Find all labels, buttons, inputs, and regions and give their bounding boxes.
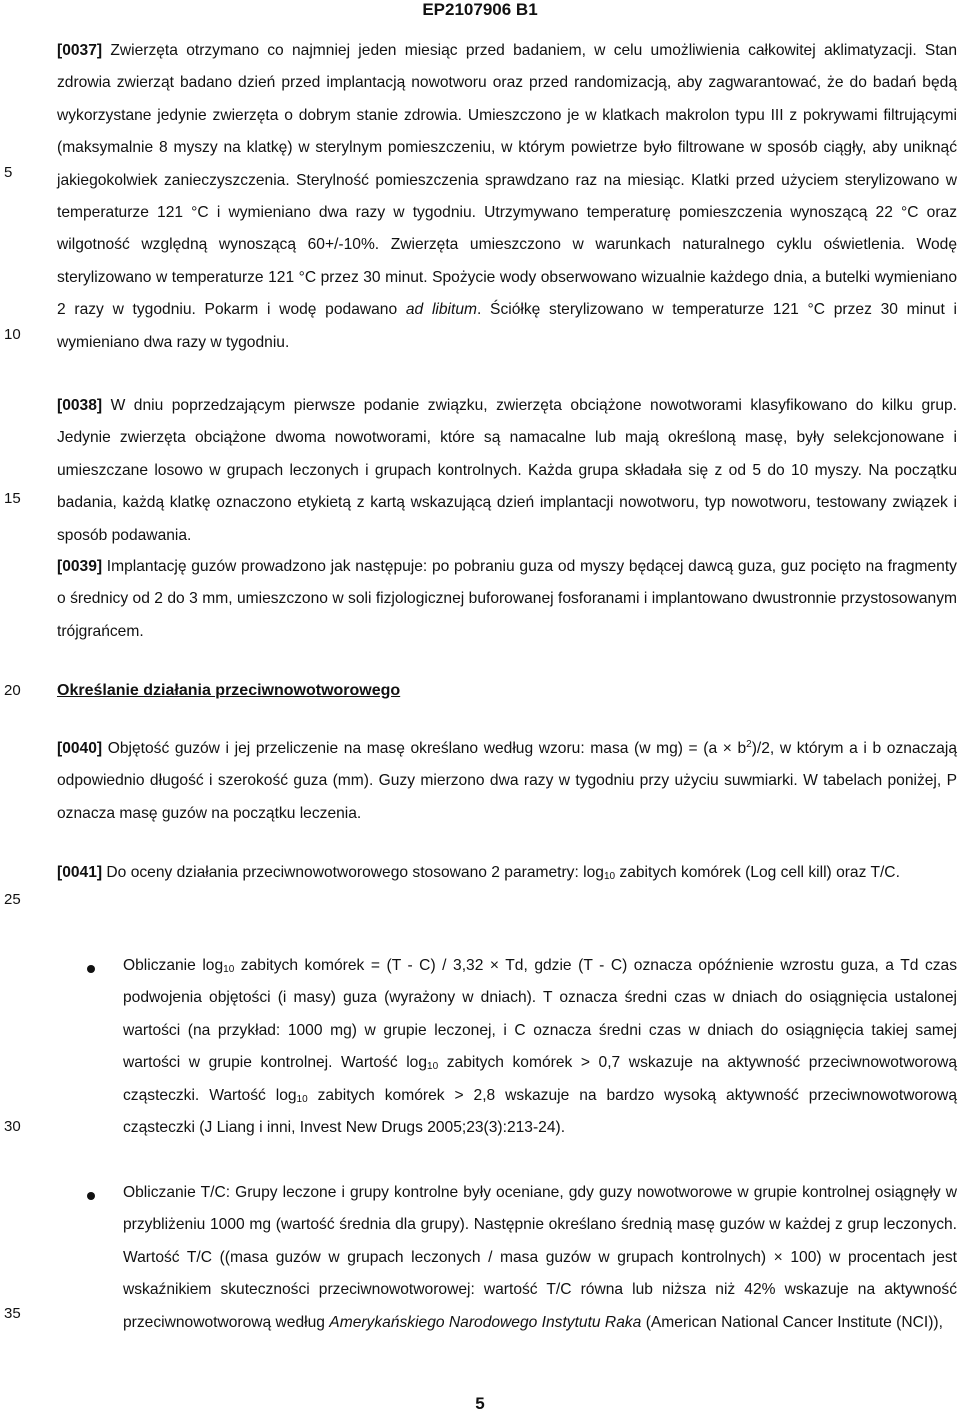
line-number-5: 5 (4, 164, 13, 181)
bullet-item-t-c (57, 1177, 957, 1339)
bullet-icon (87, 965, 95, 973)
paragraph-text: W dniu poprzedzającym pierwsze podanie związku, zwierzęta obciążone nowotworami klasyfikowano do kilku grup. Jedynie zwierzęta obciążone dwoma nowotworami, które są namacalne lub mają określoną masę, były selekcjonowane i umieszczane losowo w grupach leczonych i grupach kontrolnych. Każda grupa składała się z od 5 do 10 myszy. Na początku badania, każdą klatkę oznaczono etykietą z kartą wskazującą dzień implantacji nowotworu, typ nowotworu, testowany związek i sposób podawania. (57, 397, 957, 544)
paragraph-tag: [0037] (57, 42, 103, 59)
bullet-text: Obliczanie T/C: Grupy leczone i grupy kontrolne były oceniane, gdy guzy nowotworowe w grupie kontrolnej osiągnęły w przybliżeniu 1000 mg (wartość średnia dla grupy). Następnie określano średnią masę guzów w każdej z grup leczonych. Wartość T/C ((masa guzów w grupach leczonych / masa guzów w grupach kontrolnych) × 100) w procentach jest wskaźnikiem skuteczności przeciwnowotworowej: wartość T/C równa lub niższa niż 42% wskazuje na aktywność przeciwnowotworową według Amerykańskiego Narodowego Instytutu Raka (American National Cancer Institute (NCI)), (123, 1184, 957, 1331)
paragraph-0037 (57, 35, 957, 359)
paragraph-0038 (57, 390, 957, 552)
paragraph-0039 (57, 551, 957, 648)
subscript: 10 (603, 871, 616, 882)
bullet-text: Obliczanie $\log_{10}$ zabitych komórek = (T - C) / 3,32 × Td, gdzie (T - C) oznacza opóźnienie wzrostu guza, a Td czas podwojenia objętości (i masy) guza (wyrażony w dniach). T oznacza średni czas w dniach do osiągnięcia ustalonej wartości (na przykład: 1000 mg) w grupie leczonej, i C oznacza średni czas w dniach do osiągnięcia takiej samej wartości w grupie kontrolnej. Wartość $\log_{10}$ zabitych komórek > 0,7 wskazuje na aktywność przeciwnowotworową cząsteczki. Wartość $\log_{10}$ zabitych komórek > 2,8 wskazuje na bardzo wysoką aktywność przeciwnowotworową cząsteczki (J Liang i inni, Invest New Drugs 2005;23(3):213-24). (123, 957, 958, 1137)
line-number-15: 15 (4, 490, 21, 507)
paragraph-0040 (57, 733, 957, 830)
section-heading: Określanie działania przeciwnowotworowego (57, 682, 401, 699)
page-number: 5 (475, 1394, 485, 1413)
paragraph-tag: [0040] (57, 740, 103, 757)
paragraph-text-tail: . Ściółkę sterylizowano w temperaturze 121 °C przez 30 minut i wymieniano dwa razy w tygodniu. (57, 301, 957, 351)
line-number-25: 25 (4, 891, 21, 908)
line-number-35: 35 (4, 1305, 21, 1322)
paragraph-tag: [0038] (57, 397, 103, 414)
line-number-10: 10 (4, 326, 21, 343)
paragraph-text: Do oceny działania przeciwnowotworowego stosowano 2 parametry: log (106, 864, 604, 881)
paragraph-text: Zwierzęta otrzymano co najmniej jeden miesiąc przed badaniem, w celu umożliwienia całkowitej aklimatyzacji. Stan zdrowia zwierząt badano dzień przed implantacją nowotworu oraz przed randomizacją, aby zagwarantować, że do badań będą wykorzystane jedynie zwierzęta o dobrym stanie zdrowia. Umieszczono je w klatkach makrolon typu III z pokrywami filtrującymi (maksymalnie 8 myszy na klatkę) w sterylnym pomieszczeniu, w którym powietrze było filtrowane w sposób ciągły, aby uniknąć jakiegokolwiek zanieczyszczenia. Sterylność pomieszczenia sprawdzano raz na miesiąc. Klatki przed użyciem sterylizowano w temperaturze 121 °C i wymieniano dwa razy w tygodniu. Utrzymywano temperaturę pomieszczenia wynoszącą 22 °C oraz wilgotność względną wynoszącą 60+/-10%. Zwierzęta umieszczono w warunkach naturalnego cyklu oświetlenia. Wodę sterylizowano w temperaturze 121 °C przez 30 minut. Spożycie wody obserwowano wizualnie każdego dnia, a butelki wymieniano 2 razy w tygodniu. Pokarm i wodę podawano (57, 42, 957, 319)
paragraph-tag: [0039] (57, 558, 103, 575)
document-id-header: EP2107906 B1 (422, 0, 538, 19)
line-number-30: 30 (4, 1118, 21, 1135)
italic-term: ad libitum (405, 301, 477, 319)
paragraph-0041 (57, 857, 957, 889)
bullet-icon (87, 1192, 95, 1200)
paragraph-tag: [0041] (57, 864, 103, 881)
italic-term: Amerykańskiego Narodowego Instytutu Raka (329, 1313, 642, 1331)
line-number-20: 20 (4, 682, 21, 699)
paragraph-text-tail: )/2, w którym a i b oznaczają odpowiednio długość i szerokość guza (mm). Guzy mierzono dwa razy w tygodniu przy użyciu suwmiarki. W tabelach poniżej, P oznacza masę guzów na początku leczenia. (57, 740, 957, 822)
paragraph-text: Implantację guzów prowadzono jak następuje: po pobraniu guza od myszy będącej dawcą guza, guz pocięto na fragmenty o średnicy od 2 do 3 mm, umieszczono w soli fizjologicznej buforowanej fosforanami i implantowano dwustronnie przystosowanym trójgrańcem. (57, 558, 957, 640)
paragraph-text-tail: zabitych komórek (Log cell kill) oraz T/C. (615, 864, 900, 881)
paragraph-text: Objętość guzów i jej przeliczenie na masę określano według wzoru: masa (w mg) = (a × b (107, 740, 747, 757)
bullet-item-log-cell-kill (57, 950, 957, 1144)
superscript: 2 (746, 738, 752, 750)
